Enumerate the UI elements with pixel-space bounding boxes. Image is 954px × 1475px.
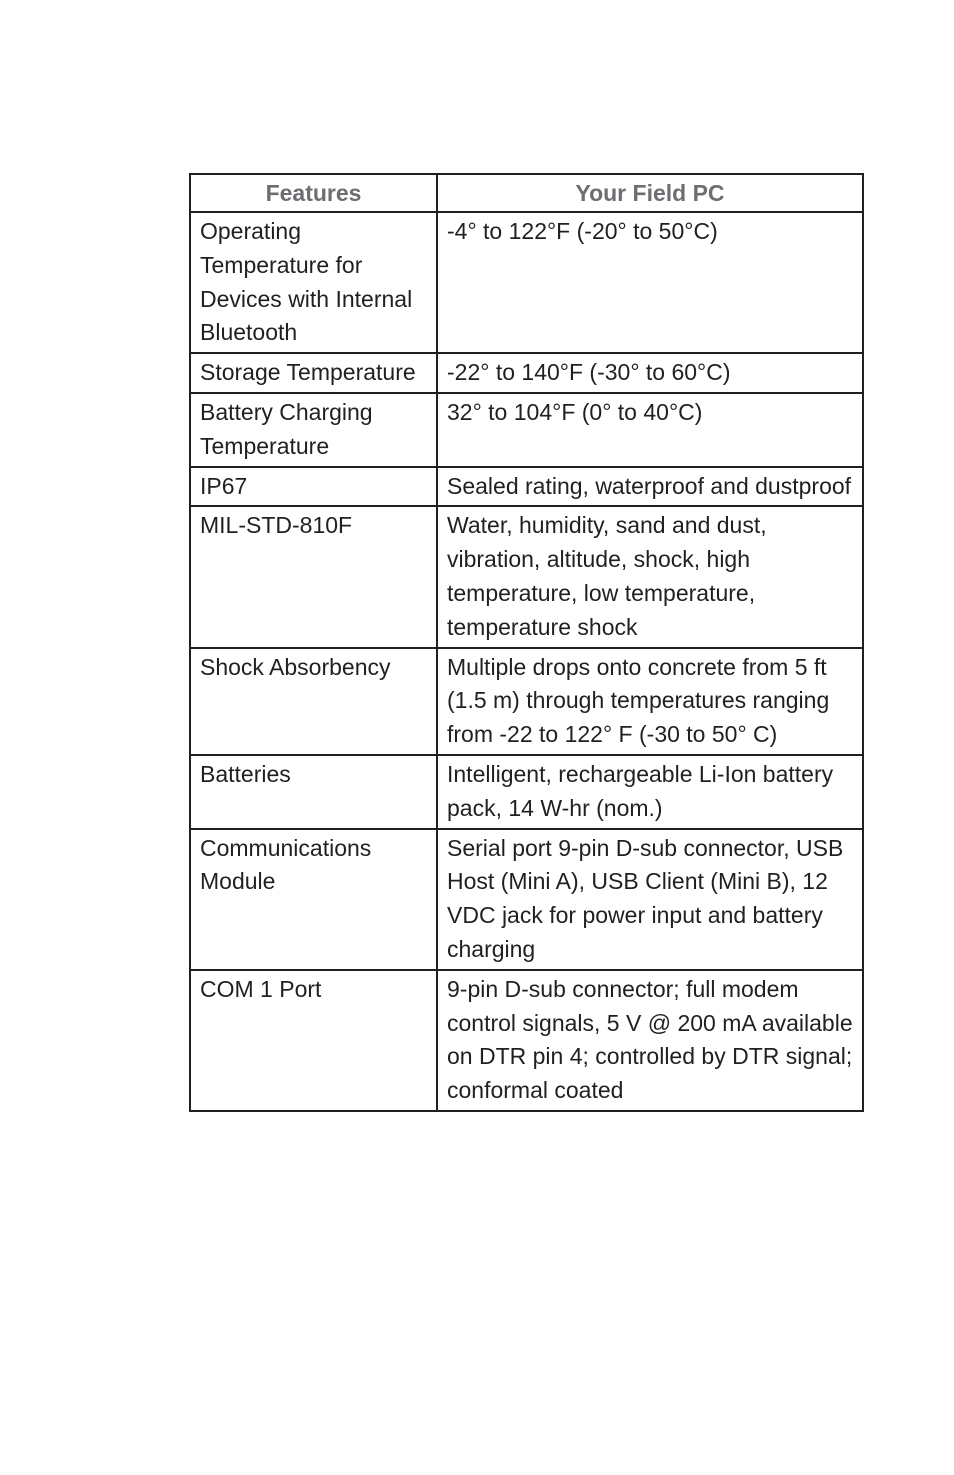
feature-cell: Storage Temperature <box>190 353 437 393</box>
value-cell: Sealed rating, waterproof and dustproof <box>437 467 863 507</box>
table-row <box>190 755 863 829</box>
table-row <box>190 648 863 755</box>
table-row <box>190 829 863 970</box>
feature-cell: Shock Absorbency <box>190 648 437 755</box>
feature-cell: Batteries <box>190 755 437 829</box>
feature-cell: COM 1 Port <box>190 970 437 1111</box>
value-cell: -4° to 122°F (-20° to 50°C) <box>437 212 863 353</box>
table-row <box>190 970 863 1111</box>
value-cell: Water, humidity, sand and dust, vibration, altitude, shock, high temperature, low temperature, temperature shock <box>437 506 863 647</box>
table-row <box>190 506 863 647</box>
header-features: Features <box>190 174 437 212</box>
value-cell: Multiple drops onto concrete from 5 ft (1.5 m) through temperatures ranging from -22 to 122° F (-30 to 50° C) <box>437 648 863 755</box>
feature-cell: Battery Charging Temperature <box>190 393 437 467</box>
value-cell: Serial port 9-pin D-sub connector, USB Host (Mini A), USB Client (Mini B), 12 VDC jack for power input and battery charging <box>437 829 863 970</box>
table-row <box>190 212 863 353</box>
feature-cell: MIL-STD-810F <box>190 506 437 647</box>
value-cell: 32° to 104°F (0° to 40°C) <box>437 393 863 467</box>
specifications-table <box>189 173 864 1112</box>
value-cell: Intelligent, rechargeable Li-Ion battery pack, 14 W-hr (nom.) <box>437 755 863 829</box>
value-cell: 9-pin D-sub connector; full modem control signals, 5 V @ 200 mA available on DTR pin 4; controlled by DTR signal; conformal coated <box>437 970 863 1111</box>
feature-cell: Operating Temperature for Devices with Internal Bluetooth <box>190 212 437 353</box>
table-row <box>190 353 863 393</box>
table-row <box>190 393 863 467</box>
feature-cell: Communications Module <box>190 829 437 970</box>
table-header-row <box>190 174 863 212</box>
table-row <box>190 467 863 507</box>
header-your-field-pc: Your Field PC <box>437 174 863 212</box>
feature-cell: IP67 <box>190 467 437 507</box>
value-cell: -22° to 140°F (-30° to 60°C) <box>437 353 863 393</box>
